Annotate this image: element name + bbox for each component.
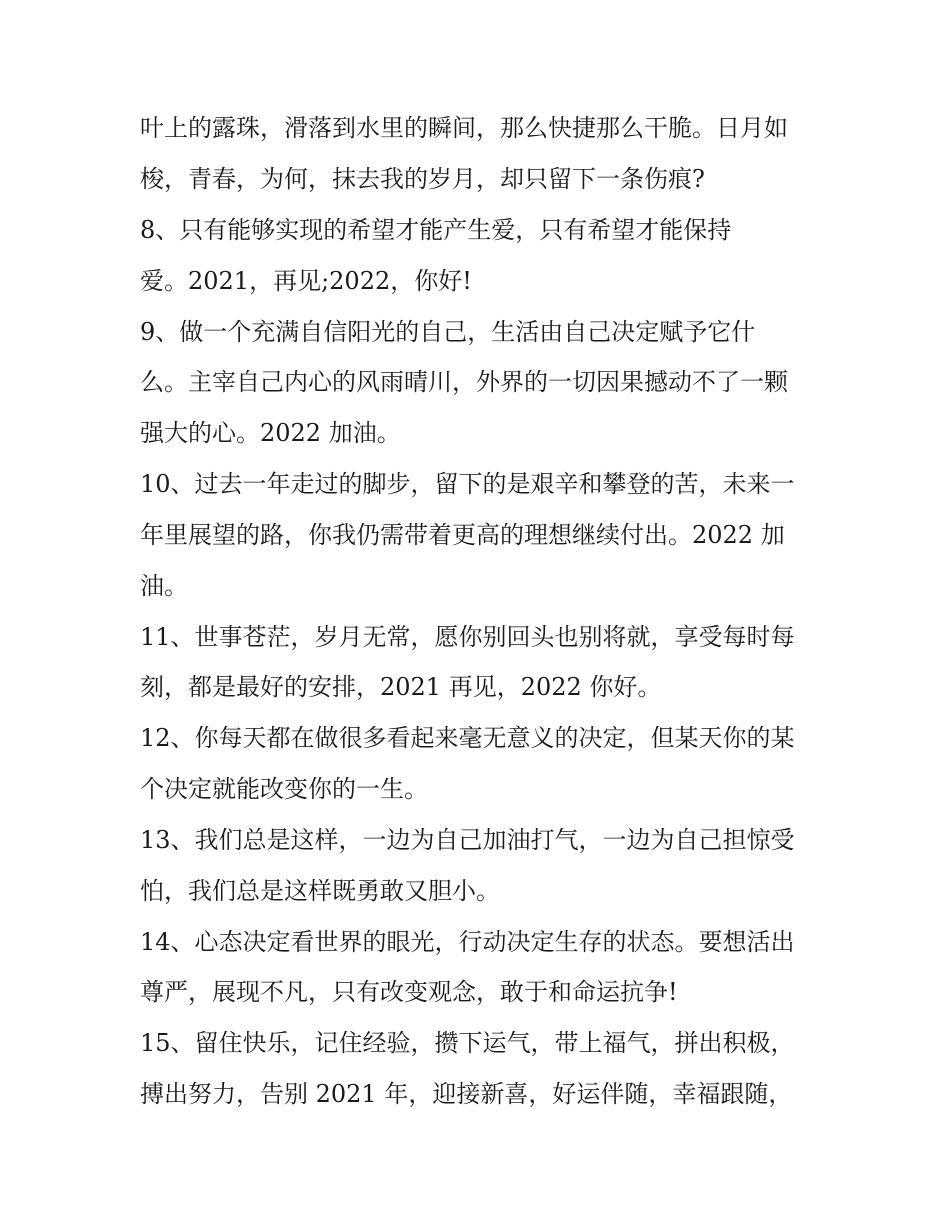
text-line: 15、留住快乐，记住经验，攒下运气，带上福气，拼出积极， [140, 1029, 795, 1057]
text-line: 12、你每天都在做很多看起来毫无意义的决定，但某天你的某 [140, 724, 795, 752]
text-line: 11、世事苍茫，岁月无常，愿你别回头也别将就，享受每时每 [140, 623, 795, 651]
text-line: 10、过去一年走过的脚步，留下的是艰辛和攀登的苦，未来一 [140, 470, 795, 498]
text-line: 搏出努力，告别 2021 年，迎接新喜，好运伴随，幸福跟随， [140, 1080, 793, 1108]
text-line: 14、心态决定看世界的眼光，行动决定生存的状态。要想活出 [140, 928, 795, 956]
text-line: 爱。2021，再见;2022，你好! [140, 267, 472, 295]
text-line: 个决定就能改变你的一生。 [140, 775, 428, 803]
text-line: 怕，我们总是这样既勇敢又胆小。 [140, 877, 500, 905]
text-line: 么。主宰自己内心的风雨晴川，外界的一切因果撼动不了一颗 [140, 368, 788, 396]
text-line: 13、我们总是这样，一边为自己加油打气，一边为自己担惊受 [140, 826, 795, 854]
text-line: 尊严，展现不凡，只有改变观念，敢于和命运抗争! [140, 978, 678, 1006]
text-line: 年里展望的路，你我仍需带着更高的理想继续付出。2022 加 [140, 521, 785, 549]
text-line: 刻，都是最好的安排，2021 再见，2022 你好。 [140, 673, 662, 701]
text-line: 强大的心。2022 加油。 [140, 419, 401, 447]
text-line: 9、做一个充满自信阳光的自己，生活由自己决定赋予它什 [140, 318, 756, 346]
text-line: 8、只有能够实现的希望才能产生爱，只有希望才能保持 [140, 216, 732, 244]
text-line: 梭，青春，为何，抹去我的岁月，却只留下一条伤痕? [140, 165, 705, 193]
text-line: 叶上的露珠，滑落到水里的瞬间，那么快捷那么干脆。日月如 [140, 114, 788, 142]
text-line: 油。 [140, 572, 188, 600]
